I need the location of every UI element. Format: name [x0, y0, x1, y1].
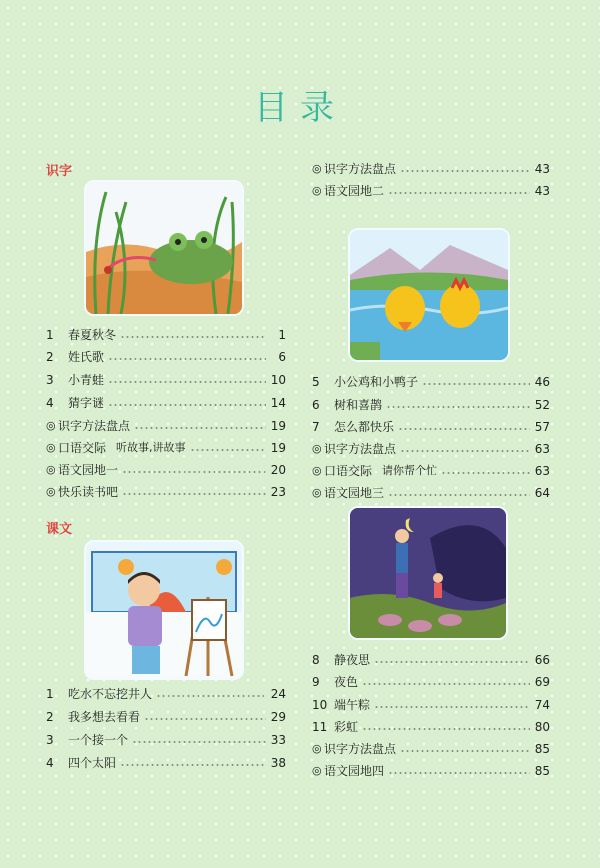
toc-entry[interactable] [312, 762, 550, 780]
leader-dots [398, 428, 530, 430]
bullet-icon: ◎ [312, 764, 322, 777]
entry-title: 口语交际 [324, 464, 373, 478]
toc-entry[interactable] [312, 651, 550, 669]
leader-dots [134, 427, 266, 429]
ducklings-illustration [348, 228, 510, 362]
entry-title: 语文园地三 [324, 486, 385, 500]
entry-number: 9 [312, 675, 320, 689]
toc-entry[interactable] [312, 182, 550, 200]
toc-entry[interactable] [46, 708, 286, 726]
leader-dots [400, 750, 530, 752]
entry-number: 8 [312, 653, 320, 667]
toc-entry[interactable] [312, 440, 550, 458]
section-heading-shizi: 识字 [46, 164, 73, 179]
entry-number: 7 [312, 420, 320, 434]
entry-page: 69 [534, 675, 550, 689]
leader-dots [388, 192, 530, 194]
leader-dots [400, 170, 530, 172]
toc-entry[interactable] [312, 696, 550, 714]
leader-dots [122, 471, 266, 473]
entry-number: 3 [46, 373, 54, 387]
leader-dots [120, 336, 266, 338]
entry-title: 识字方法盘点 [324, 742, 397, 756]
toc-entry[interactable] [46, 439, 286, 457]
entry-title: 识字方法盘点 [324, 162, 397, 176]
entry-title: 小公鸡和小鸭子 [334, 375, 419, 389]
entry-page: 57 [534, 420, 550, 434]
entry-page: 46 [534, 375, 550, 389]
toc-entry[interactable] [46, 461, 286, 479]
entry-title: 语文园地四 [324, 764, 385, 778]
entry-page: 1 [278, 328, 286, 342]
entry-page: 64 [534, 486, 550, 500]
frog-illustration [84, 180, 244, 316]
entry-title: 一个接一个 [68, 733, 129, 747]
entry-page: 33 [270, 733, 286, 747]
entry-title: 语文园地二 [324, 184, 385, 198]
leader-dots [156, 695, 266, 697]
bullet-icon: ◎ [46, 485, 56, 498]
leader-dots [362, 683, 530, 685]
toc-entry[interactable] [312, 396, 550, 414]
entry-title: 吃水不忘挖井人 [68, 687, 153, 701]
entry-title: 小青蛙 [68, 373, 105, 387]
entry-page: 29 [270, 710, 286, 724]
entry-page: 43 [534, 162, 550, 176]
leader-dots [190, 449, 266, 451]
entry-title: 姓氏歌 [68, 350, 105, 364]
entry-page: 43 [534, 184, 550, 198]
entry-number: 4 [46, 756, 54, 770]
leader-dots [374, 706, 530, 708]
entry-title: 口语交际 [58, 441, 107, 455]
entry-number: 4 [46, 396, 54, 410]
entry-title: 猜字谜 [68, 396, 105, 410]
entry-title: 春夏秋冬 [68, 328, 117, 342]
entry-number: 3 [46, 733, 54, 747]
leader-dots [374, 661, 530, 663]
page-title: 目录 [254, 88, 346, 128]
entry-subtitle: 听故事,讲故事 [116, 441, 186, 454]
entry-page: 20 [270, 463, 286, 477]
entry-page: 74 [534, 698, 550, 712]
leader-dots [400, 450, 530, 452]
toc-entry[interactable] [46, 483, 286, 501]
toc-entry[interactable] [46, 731, 286, 749]
entry-title: 识字方法盘点 [58, 419, 131, 433]
entry-title: 识字方法盘点 [324, 442, 397, 456]
entry-title: 怎么都快乐 [334, 420, 395, 434]
entry-title: 语文园地一 [58, 463, 119, 477]
leader-dots [362, 728, 530, 730]
bullet-icon: ◎ [46, 441, 56, 454]
entry-title: 端午粽 [334, 698, 371, 712]
toc-entry[interactable] [46, 394, 286, 412]
leader-dots [441, 472, 530, 474]
night-walk-illustration [348, 506, 508, 640]
entry-page: 52 [534, 398, 550, 412]
leader-dots [386, 406, 530, 408]
toc-entry[interactable] [312, 673, 550, 691]
entry-page: 85 [534, 764, 550, 778]
entry-page: 63 [534, 442, 550, 456]
entry-page: 66 [534, 653, 550, 667]
boy-painting-illustration [84, 540, 244, 680]
leader-dots [120, 764, 266, 766]
entry-page: 23 [270, 485, 286, 499]
bullet-icon: ◎ [312, 486, 322, 499]
leader-dots [144, 718, 266, 720]
entry-page: 6 [278, 350, 286, 364]
entry-title: 彩虹 [334, 720, 359, 734]
leader-dots [108, 404, 266, 406]
entry-number: 1 [46, 687, 54, 701]
toc-entry[interactable] [312, 740, 550, 758]
toc-entry[interactable] [46, 326, 286, 344]
toc-entry[interactable] [46, 417, 286, 435]
entry-page: 19 [270, 419, 286, 433]
entry-page: 10 [270, 373, 286, 387]
toc-entry[interactable] [46, 685, 286, 703]
bullet-icon: ◎ [312, 162, 322, 175]
entry-page: 14 [270, 396, 286, 410]
toc-entry[interactable] [312, 718, 550, 736]
entry-subtitle: 请你帮个忙 [382, 464, 438, 477]
leader-dots [388, 772, 530, 774]
entry-title: 我多想去看看 [68, 710, 141, 724]
entry-page: 19 [270, 441, 286, 455]
toc-entry[interactable] [46, 348, 286, 366]
entry-page: 38 [270, 756, 286, 770]
entry-number: 2 [46, 350, 54, 364]
entry-page: 63 [534, 464, 550, 478]
toc-entry[interactable] [312, 418, 550, 436]
entry-page: 85 [534, 742, 550, 756]
bullet-icon: ◎ [312, 184, 322, 197]
toc-entry[interactable] [312, 373, 550, 391]
leader-dots [422, 383, 530, 385]
entry-title: 静夜思 [334, 653, 371, 667]
entry-title: 树和喜鹊 [334, 398, 383, 412]
entry-number: 11 [312, 720, 328, 734]
entry-number: 5 [312, 375, 320, 389]
entry-title: 四个太阳 [68, 756, 117, 770]
toc-entry[interactable] [46, 371, 286, 389]
entry-page: 24 [270, 687, 286, 701]
entry-number: 1 [46, 328, 54, 342]
toc-entry[interactable] [312, 484, 550, 502]
bullet-icon: ◎ [46, 419, 56, 432]
leader-dots [132, 741, 266, 743]
entry-number: 10 [312, 698, 328, 712]
toc-entry[interactable] [46, 754, 286, 772]
section-heading-kewen: 课文 [46, 522, 73, 537]
entry-number: 6 [312, 398, 320, 412]
toc-entry[interactable] [312, 462, 550, 480]
bullet-icon: ◎ [312, 742, 322, 755]
leader-dots [108, 358, 266, 360]
entry-page: 80 [534, 720, 550, 734]
entry-title: 快乐读书吧 [58, 485, 119, 499]
bullet-icon: ◎ [312, 442, 322, 455]
leader-dots [108, 381, 266, 383]
toc-entry[interactable] [312, 160, 550, 178]
bullet-icon: ◎ [46, 463, 56, 476]
entry-title: 夜色 [334, 675, 359, 689]
leader-dots [122, 493, 266, 495]
entry-number: 2 [46, 710, 54, 724]
bullet-icon: ◎ [312, 464, 322, 477]
leader-dots [388, 494, 530, 496]
